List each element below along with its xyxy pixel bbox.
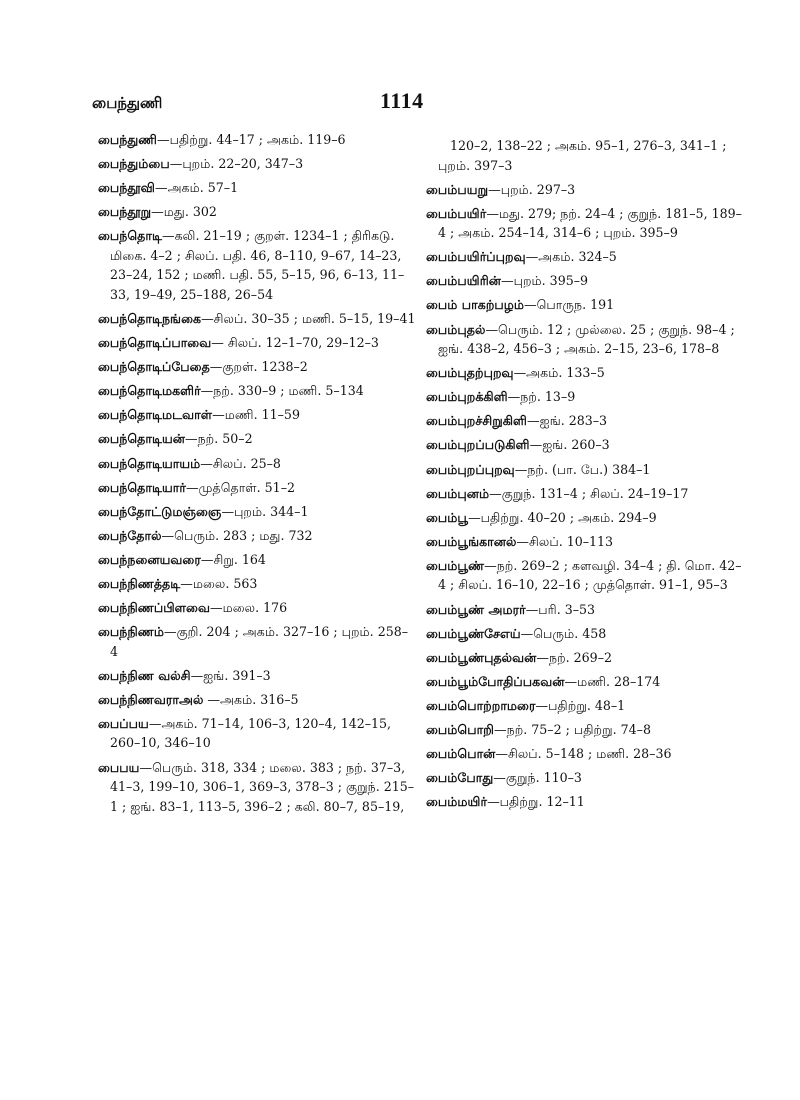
- entry-headword: பைந்தூறு: [98, 204, 152, 220]
- entry-headword: பைந்நிணம்: [98, 624, 164, 640]
- index-entry: [426, 295, 742, 315]
- index-entry: [98, 333, 416, 353]
- index-entry: [98, 598, 416, 618]
- entry-references: —ஐங். 391–3: [190, 667, 271, 683]
- index-entry: [98, 666, 416, 686]
- index-entry: [98, 714, 416, 753]
- entry-headword: பைம்பூம்போதிப்பகவன்: [426, 673, 565, 689]
- entry-headword: பைந்தொடிப்பாவை: [98, 335, 212, 351]
- entry-references: —புறம். 344–1: [221, 503, 309, 519]
- left-column: [98, 130, 416, 821]
- entry-references: —குறள். 1238–2: [209, 359, 308, 375]
- entry-headword: பைம்பயிர்: [426, 205, 487, 221]
- entry-headword: பைந்நிண வல்சி: [98, 667, 191, 683]
- index-entry: [426, 600, 742, 620]
- entry-headword: பைம்புதல்: [426, 321, 486, 337]
- index-entry: [426, 720, 742, 740]
- entry-headword: பைம்போது: [426, 770, 494, 786]
- index-entry: [98, 526, 416, 546]
- entry-references: —அகம். 133–5: [513, 365, 605, 381]
- entry-references: —ஐங். 283–3: [526, 413, 608, 429]
- entry-references: —குறி. 204 ; அகம். 327–16 ; புறம். 258–4: [110, 624, 409, 659]
- entry-references: 120–2, 138–22 ; அகம். 95–1, 276–3, 341–1 ; புறம். 397–3: [438, 138, 727, 173]
- entry-headword: பைந்தோட்டுமஞ்ஞை: [98, 503, 222, 519]
- index-entry: [98, 381, 416, 401]
- entry-references: —புறம். 395–9: [501, 273, 589, 289]
- index-entry: [426, 387, 742, 407]
- entry-headword: பைம்பொன்: [426, 746, 496, 762]
- entry-headword: பைம்புறக்கிளி: [426, 389, 508, 405]
- entry-headword: பைம்பூண்சேஎய்: [426, 625, 521, 641]
- entry-references: —பதிற்று. 44–17 ; அகம். 119–6: [157, 132, 346, 147]
- entry-headword: பைந்நனையவரை: [98, 551, 201, 567]
- entry-references: —நற். 50–2: [185, 431, 253, 447]
- entry-references: —பெரும். 12 ; முல்லை. 25 ; குறுந். 98–4 ; ஐங். 438–2, 456–3 ; அகம். 2–15, 23–6, 178–8: [438, 321, 735, 357]
- entry-headword: பைம்புறப்புறவு: [426, 461, 515, 477]
- index-entry: [98, 574, 416, 594]
- entry-headword: பைந்தும்பை: [98, 156, 170, 172]
- index-entry: [98, 357, 416, 377]
- entry-references: —நற். 13–9: [507, 389, 576, 405]
- entry-headword: பைம்புறச்சிறுகிளி: [426, 413, 527, 429]
- entry-headword: பைம்பூ: [426, 509, 469, 525]
- index-entry: [426, 556, 742, 595]
- index-entry: [426, 744, 742, 764]
- index-entry: [426, 648, 742, 668]
- index-entry: [426, 136, 742, 175]
- index-entry: [98, 478, 416, 498]
- entry-headword: பைந்நிணப்பிளவை: [98, 600, 211, 616]
- entry-references: —குறுந். 110–3: [493, 770, 582, 786]
- entry-headword: பைம்பூண்: [426, 557, 485, 573]
- entry-references: —சிலப். 25–8: [200, 455, 281, 471]
- entry-headword: பைம்பயிர்ப்புறவு: [426, 249, 526, 265]
- entry-references: —புறம். 22–20, 347–3: [169, 156, 304, 172]
- index-entry: [98, 550, 416, 570]
- index-entry: [426, 672, 742, 692]
- page-number: 1114: [380, 88, 424, 113]
- entry-references: —மணி. 11–59: [212, 407, 300, 423]
- entry-references: —பெரும். 318, 334 ; மலை. 383 ; நற். 37–3, 41–3, 199–10, 306–1, 369–3, 378–3 ; குறுந். 215–1 ; ஐங். 83–1, 113–5, 396–2 ; கலி. 80–7, 85–19,: [110, 759, 415, 814]
- entry-headword: பைந்நிணத்தடி: [98, 576, 181, 591]
- index-entry: [98, 502, 416, 522]
- index-entry: [426, 460, 742, 480]
- entry-references: —அகம். 324–5: [525, 249, 617, 265]
- entry-headword: பைம்பொறி: [426, 721, 495, 737]
- index-entry: [426, 484, 742, 504]
- running-head: பைந்துணி: [92, 94, 163, 112]
- index-entry: [426, 271, 742, 291]
- entry-references: —சிறு. 164: [200, 551, 266, 567]
- entry-headword: பைந்தொடியன்: [98, 431, 185, 447]
- index-entry: [426, 768, 742, 788]
- entry-references: —முத்தொள். 51–2: [185, 479, 296, 495]
- entry-headword: பைந்தொடிப்பேதை: [98, 359, 210, 375]
- entry-headword: பைந்தொடி: [98, 228, 162, 244]
- entry-headword: பைம் பாகற்பழம்: [426, 297, 525, 313]
- entry-headword: பைம்புதற்புறவு: [426, 365, 514, 381]
- entry-references: —மலை. 176: [210, 600, 288, 616]
- entry-references: —பொருந. 191: [524, 297, 615, 313]
- index-entry: [98, 202, 416, 222]
- index-entry: [98, 622, 416, 661]
- entry-references: —நற். 269–2 ; களவழி. 34–4 ; தி. மொ. 42–4 ; சிலப். 16–10, 22–16 ; முத்தொள். 91–1, 95–3: [438, 557, 742, 593]
- entry-references: —குறுந். 131–4 ; சிலப். 24–19–17: [489, 485, 689, 501]
- index-entry: [426, 792, 742, 812]
- index-entry: [98, 226, 416, 304]
- entry-headword: பைந்தொடியார்: [98, 479, 186, 495]
- entry-headword: பைந்துணி: [98, 132, 158, 147]
- entry-headword: பைபய: [98, 759, 140, 775]
- index-entry: [98, 405, 416, 425]
- entry-headword: பைந்தூவி: [98, 180, 155, 196]
- right-column: [426, 136, 742, 816]
- index-entry: [426, 204, 742, 243]
- index-entry: [426, 624, 742, 644]
- entry-headword: பைம்புறப்படுகிளி: [426, 437, 530, 453]
- entry-headword: பைந்தொடிமகளிர்: [98, 383, 201, 399]
- entry-headword: பைந்தொடிநங்கை: [98, 310, 202, 326]
- entry-references: —மலை. 563: [180, 576, 258, 591]
- entry-headword: பைம்பயிரின்: [426, 273, 501, 289]
- entry-headword: பைம்பயறு: [426, 181, 489, 197]
- index-entry: [98, 130, 416, 150]
- entry-references: —கலி. 21–19 ; குறள். 1234–1 ; திரிகடு. மிகை. 4–2 ; சிலப். பதி. 46, 8–110, 9–67, 14–23, 23–24, 152 ; மணி. பதி. 55, 5–15, 96, 6–13, 11–33, 19–49, 25–188, 26–54: [110, 228, 405, 302]
- index-entry: [426, 435, 742, 455]
- entry-headword: பைப்பய: [98, 715, 149, 731]
- entry-references: —பரி. 3–53: [525, 601, 596, 617]
- index-entry: [98, 429, 416, 449]
- index-entry: [426, 508, 742, 528]
- entry-references: —பதிற்று. 48–1: [535, 697, 626, 713]
- entry-headword: பைந்தொடிமடவாள்: [98, 407, 213, 423]
- entry-references: —நற். (பா. பே.) 384–1: [514, 461, 651, 477]
- entry-headword: பைம்பூண்புதல்வன்: [426, 649, 537, 665]
- index-entry: [426, 411, 742, 431]
- index-entry: [98, 178, 416, 198]
- entry-references: —பெரும். 283 ; மது. 732: [161, 527, 313, 543]
- entry-references: — சிலப். 12–1–70, 29–12–3: [211, 335, 379, 351]
- index-entry: [98, 154, 416, 174]
- index-entry: [426, 247, 742, 267]
- index-entry: [426, 363, 742, 383]
- entry-headword: பைம்புனம்: [426, 485, 490, 501]
- entry-headword: பைந்தொடியாயம்: [98, 455, 201, 471]
- entry-headword: பைம்பொற்றாமரை: [426, 697, 536, 713]
- entry-references: —மணி. 28–174: [564, 673, 661, 689]
- entry-references: —நற். 330–9 ; மணி. 5–134: [200, 383, 364, 399]
- entry-headword: பைந்தோல்: [98, 527, 162, 543]
- entry-references: —சிலப். 5–148 ; மணி. 28–36: [495, 746, 672, 762]
- entry-references: —புறம். 297–3: [488, 181, 576, 197]
- index-entry: [426, 696, 742, 716]
- index-entry: [98, 690, 416, 710]
- index-entry: [98, 309, 416, 329]
- entry-references: —பதிற்று. 40–20 ; அகம். 294–9: [468, 509, 657, 525]
- entry-references: —பெரும். 458: [520, 625, 607, 641]
- index-entry: [98, 454, 416, 474]
- entry-headword: பைந்நிணவராஅல்: [98, 691, 204, 707]
- entry-references: —மது. 279; நற். 24–4 ; குறுந். 181–5, 189–4 ; அகம். 254–14, 314–6 ; புறம். 395–9: [438, 205, 742, 241]
- entry-references: —நற். 269–2: [536, 649, 613, 665]
- entry-references: —அகம். 71–14, 106–3, 120–4, 142–15, 260–10, 346–10: [110, 715, 392, 751]
- index-entry: [426, 532, 742, 552]
- entry-references: —சிலப். 30–35 ; மணி. 5–15, 19–41: [201, 310, 416, 326]
- entry-headword: பைம்பூண் அமரர்: [426, 601, 526, 617]
- entry-references: —மது. 302: [151, 204, 217, 220]
- entry-references: —பதிற்று. 12–11: [487, 794, 585, 810]
- entry-references: —நற். 75–2 ; பதிற்று. 74–8: [494, 721, 651, 737]
- index-entry: [98, 758, 416, 817]
- entry-references: —ஐங். 260–3: [529, 437, 610, 453]
- index-entry: [426, 320, 742, 359]
- entry-references: —சிலப். 10–113: [516, 533, 614, 549]
- entry-headword: பைம்மயிர்: [426, 794, 488, 810]
- entry-references: —அகம். 57–1: [154, 180, 239, 196]
- entry-references: —அகம். 316–5: [203, 691, 299, 707]
- index-entry: [426, 180, 742, 200]
- entry-headword: பைம்பூங்கானல்: [426, 533, 517, 549]
